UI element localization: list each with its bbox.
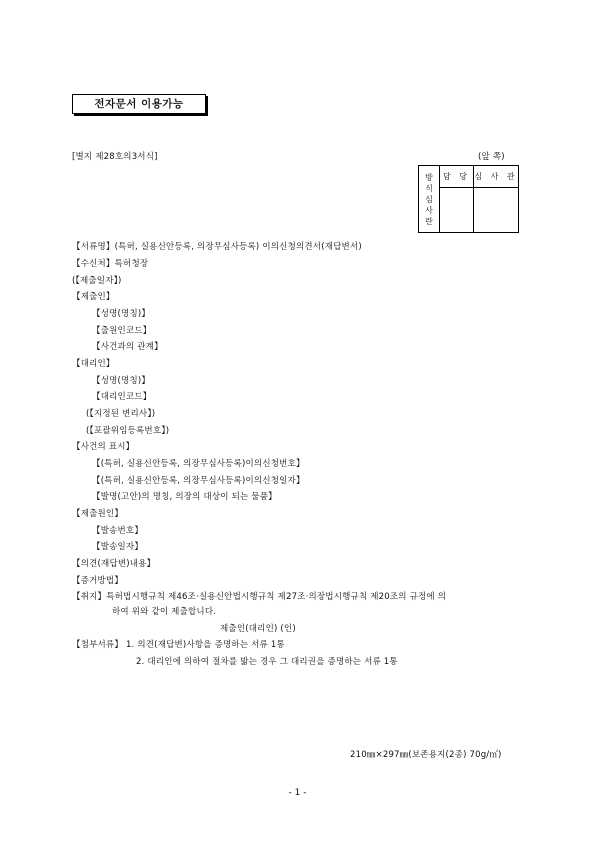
field-relation: 【사건과의 관계】 bbox=[92, 342, 163, 352]
e-document-banner: 전자문서 이용가능 bbox=[72, 94, 206, 114]
approval-label-char: 식 bbox=[425, 183, 433, 193]
approval-cell-examiner bbox=[474, 188, 519, 233]
form-number: [별지 제28호의3서식] bbox=[72, 152, 158, 162]
field-evidence: 【증거방법】 bbox=[72, 576, 124, 586]
approval-table bbox=[418, 165, 519, 233]
field-applicant-code: 【출원인코드】 bbox=[92, 326, 152, 336]
approval-label-char: 사 bbox=[425, 205, 433, 215]
field-purpose-continued: 하여 위와 같이 제출합니다. bbox=[112, 607, 217, 617]
field-attachment-1: 【첨부서류】 1. 의견(재답변)사항을 증명하는 서류 1통 bbox=[72, 640, 285, 650]
field-submitter: 【제출인】 bbox=[72, 292, 115, 302]
field-purpose: 【취지】특허법시행규칙 제46조·실용신안법시행규칙 제27조·의장법시행규칙 제20조의 규정에 의 bbox=[72, 592, 447, 602]
page-number: - 1 - bbox=[288, 788, 307, 798]
field-attachment-2: 2. 대리인에 의하여 절차를 밟는 경우 그 대리권을 증명하는 서류 1통 bbox=[136, 657, 398, 667]
field-agent-code: 【대리인코드】 bbox=[92, 392, 152, 402]
field-opposition-date: 【(특허, 실용신안등록, 의장무심사등록)이의신청일자】 bbox=[92, 476, 305, 486]
field-document-name: 【서류명】(특허, 실용신안등록, 의장무심사등록) 이의신청의견서(재답변서) bbox=[72, 242, 362, 252]
field-submission-cause: 【제출원인】 bbox=[72, 509, 124, 519]
field-invention-title: 【발명(고안)의 명칭, 의장의 대상이 되는 물품】 bbox=[92, 492, 277, 502]
approval-label bbox=[419, 166, 440, 233]
page-side-label: (앞 쪽) bbox=[478, 152, 505, 162]
field-opinion-content: 【의견(재답변)내용】 bbox=[72, 559, 156, 569]
approval-cell-manager bbox=[440, 188, 474, 233]
paper-spec: 210㎜×297㎜(보존용지(2종) 70g/㎡) bbox=[350, 750, 502, 760]
field-submitter-seal: 제출인(대리인) (인) bbox=[220, 624, 296, 634]
field-submission-date: (【제출일자】) bbox=[72, 276, 122, 286]
field-submitter-name: 【성명(명칭)】 bbox=[92, 309, 151, 319]
approval-col-examiner: 심 사 관 bbox=[474, 166, 519, 188]
field-dispatch-date: 【발송일자】 bbox=[92, 542, 144, 552]
approval-col-manager: 담 당 bbox=[440, 166, 474, 188]
field-opposition-number: 【(특허, 실용신안등록, 의장무심사등록)이의신청번호】 bbox=[92, 459, 305, 469]
field-agent: 【대리인】 bbox=[72, 359, 115, 369]
field-power-of-attorney-no: (【포괄위임등록번호】) bbox=[86, 426, 170, 436]
field-dispatch-number: 【발송번호】 bbox=[92, 526, 144, 536]
field-designated-attorney: (【지정된 변리사】) bbox=[86, 409, 156, 419]
approval-label-char: 방 bbox=[425, 172, 433, 182]
field-agent-name: 【성명(명칭)】 bbox=[92, 376, 151, 386]
approval-label-char: 란 bbox=[425, 216, 433, 226]
approval-label-char: 심 bbox=[425, 194, 433, 204]
field-case-indication: 【사건의 표시】 bbox=[72, 442, 135, 452]
field-recipient: 【수신처】특허청장 bbox=[72, 259, 149, 269]
